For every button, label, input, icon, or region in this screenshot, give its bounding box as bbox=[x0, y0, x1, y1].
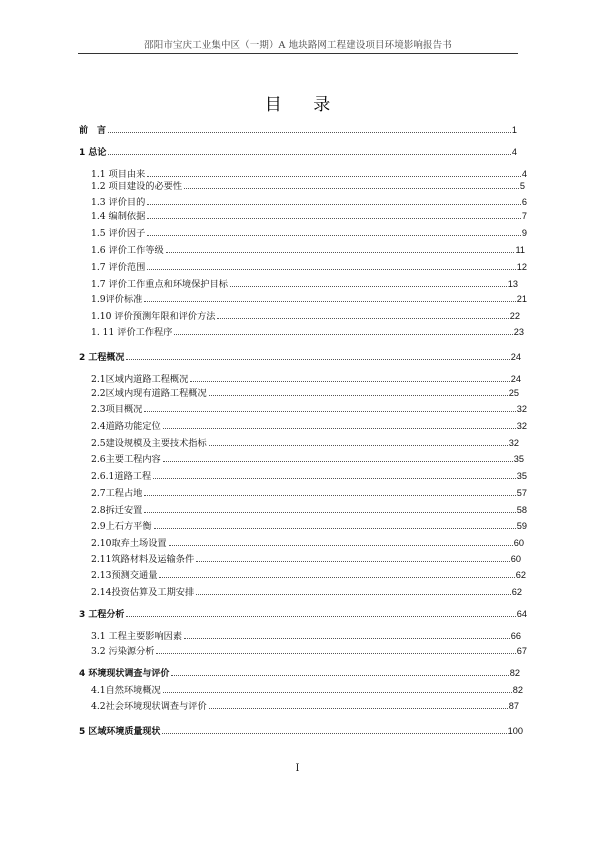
toc-dot-leader bbox=[171, 675, 508, 676]
toc-entry[interactable] bbox=[91, 437, 519, 450]
toc-entry-page: 7 bbox=[521, 211, 527, 221]
toc-entry[interactable] bbox=[91, 326, 524, 339]
toc-dot-leader bbox=[126, 359, 509, 360]
toc-dot-leader bbox=[144, 301, 515, 302]
toc-entry-page: 32 bbox=[516, 421, 527, 431]
toc-entry-title: 5 区域环境质量现状 bbox=[79, 727, 161, 737]
toc-entry[interactable] bbox=[91, 504, 527, 517]
toc-dot-leader bbox=[154, 528, 516, 529]
page-title: 目 录 bbox=[264, 95, 344, 115]
toc-entry[interactable] bbox=[91, 470, 527, 483]
toc-entry-page: 5 bbox=[519, 181, 525, 191]
toc-entry-page: 24 bbox=[510, 352, 521, 362]
toc-entry[interactable] bbox=[79, 608, 527, 621]
toc-dot-leader bbox=[209, 445, 508, 446]
toc-entry[interactable] bbox=[79, 725, 523, 738]
toc-entry[interactable] bbox=[79, 351, 521, 364]
toc-entry-page: 67 bbox=[516, 646, 527, 656]
toc-dot-leader bbox=[209, 708, 508, 709]
toc-entry-title: 2.1区域内道路工程概况 bbox=[91, 374, 189, 385]
toc-entry-page: 87 bbox=[508, 701, 519, 711]
toc-entry-title: 1.2 项目建设的必要性 bbox=[91, 181, 183, 192]
toc-entry-page: 35 bbox=[513, 454, 524, 464]
toc-dot-leader bbox=[162, 733, 506, 734]
toc-entry-title: 前 言 bbox=[79, 126, 107, 136]
toc-entry-title: 4.2社会环境现状调查与评价 bbox=[91, 701, 207, 712]
toc-entry[interactable] bbox=[79, 667, 520, 680]
toc-entry-title: 2.14投资估算及工期安排 bbox=[91, 587, 195, 598]
toc-entry-title: 2.4道路功能定位 bbox=[91, 421, 161, 432]
toc-dot-leader bbox=[184, 638, 510, 639]
toc-entry-title: 2.5建设规模及主要技术指标 bbox=[91, 438, 207, 449]
toc-dot-leader bbox=[163, 692, 512, 693]
toc-entry-title: 2.6.1道路工程 bbox=[91, 471, 152, 482]
toc-entry-page: 57 bbox=[516, 488, 527, 498]
toc-dot-leader bbox=[144, 512, 515, 513]
toc-entry-title: 2.7工程占地 bbox=[91, 488, 143, 499]
toc-entry[interactable] bbox=[91, 261, 527, 274]
toc-dot-leader bbox=[147, 176, 521, 177]
toc-dot-leader bbox=[174, 334, 512, 335]
toc-entry-title: 2.3项目概况 bbox=[91, 404, 143, 415]
toc-entry-page: 25 bbox=[508, 388, 519, 398]
toc-entry-title: 4.1自然环境概况 bbox=[91, 685, 161, 696]
toc-entry-page: 22 bbox=[509, 311, 520, 321]
toc-entry-title: 3 工程分析 bbox=[79, 610, 125, 620]
toc-entry-title: 1.7 评价工作重点和环境保护目标 bbox=[91, 279, 228, 290]
toc-entry-title: 1.10 评价预测年限和评价方法 bbox=[91, 311, 216, 322]
toc-entry-page: 1 bbox=[511, 125, 517, 135]
toc-entry-page: 23 bbox=[513, 327, 524, 337]
toc-dot-leader bbox=[163, 461, 513, 462]
toc-entry-page: 9 bbox=[521, 228, 527, 238]
toc-dot-leader bbox=[147, 269, 515, 270]
toc-dot-leader bbox=[144, 495, 515, 496]
toc-entry-page: 64 bbox=[516, 609, 527, 619]
toc-entry-title: 4 环境现状调查与评价 bbox=[79, 669, 170, 679]
toc-dot-leader bbox=[156, 653, 515, 654]
toc-entry-page: 100 bbox=[507, 726, 523, 736]
toc-entry[interactable] bbox=[91, 373, 521, 386]
toc-entry-page: 6 bbox=[521, 197, 527, 207]
toc-entry-page: 11 bbox=[515, 245, 525, 255]
toc-entry-title: 2.11筑路材料及运输条件 bbox=[91, 554, 195, 565]
toc-entry-title: 1 总论 bbox=[79, 148, 107, 158]
toc-entry-page: 32 bbox=[508, 438, 519, 448]
toc-entry[interactable] bbox=[91, 180, 525, 193]
toc-entry[interactable] bbox=[91, 293, 527, 306]
toc-entry-title: 3.2 污染源分析 bbox=[91, 646, 155, 657]
toc-entry[interactable] bbox=[91, 487, 527, 500]
toc-dot-leader bbox=[108, 154, 510, 155]
toc-entry-title: 1.7 评价范围 bbox=[91, 262, 146, 273]
toc-entry[interactable] bbox=[91, 227, 527, 240]
toc-entry-page: 66 bbox=[510, 631, 521, 641]
toc-entry-title: 2.9上石方平衡 bbox=[91, 521, 152, 532]
toc-entry[interactable] bbox=[79, 146, 517, 159]
toc-entry-page: 60 bbox=[510, 554, 521, 564]
toc-entry[interactable] bbox=[91, 684, 523, 697]
toc-entry[interactable] bbox=[91, 420, 527, 433]
toc-dot-leader bbox=[169, 545, 513, 546]
toc-entry[interactable] bbox=[91, 453, 524, 466]
toc-entry[interactable] bbox=[91, 387, 519, 400]
toc-entry[interactable] bbox=[91, 278, 518, 291]
toc-entry-title: 1. 11 评价工作程序 bbox=[91, 327, 173, 338]
toc-entry-title: 1.6 评价工作等级 bbox=[91, 245, 164, 256]
toc-entry-page: 4 bbox=[511, 147, 517, 157]
toc-dot-leader bbox=[153, 478, 516, 479]
toc-entry-page: 24 bbox=[510, 374, 521, 384]
toc-dot-leader bbox=[184, 188, 519, 189]
toc-entry[interactable] bbox=[91, 210, 527, 223]
toc-entry[interactable] bbox=[91, 196, 527, 209]
toc-entry-title: 2.10取弃土场设置 bbox=[91, 538, 167, 549]
toc-dot-leader bbox=[108, 132, 511, 133]
toc-entry-page: 12 bbox=[516, 262, 527, 272]
page-number: I bbox=[295, 763, 300, 774]
toc-entry[interactable] bbox=[91, 553, 521, 566]
toc-entry[interactable] bbox=[79, 124, 517, 137]
toc-dot-leader bbox=[166, 252, 515, 253]
toc-entry-page: 60 bbox=[513, 538, 524, 548]
toc-entry[interactable] bbox=[91, 403, 527, 416]
toc-entry[interactable] bbox=[91, 700, 519, 713]
toc-dot-leader bbox=[209, 395, 508, 396]
toc-entry-page: 4 bbox=[521, 169, 527, 179]
toc-entry-page: 82 bbox=[509, 668, 520, 678]
toc-entry-page: 13 bbox=[507, 279, 518, 289]
toc-entry-page: 59 bbox=[516, 521, 527, 531]
toc-entry-title: 1.4 编制依据 bbox=[91, 211, 146, 222]
toc-entry-title: 1.3 评价目的 bbox=[91, 197, 146, 208]
toc-entry-title: 2.2区域内现有道路工程概况 bbox=[91, 388, 207, 399]
toc-dot-leader bbox=[190, 381, 509, 382]
toc-dot-leader bbox=[126, 616, 515, 617]
toc-entry-page: 58 bbox=[516, 505, 527, 515]
toc-entry-title: 1.5 评价因子 bbox=[91, 228, 146, 239]
toc-entry-page: 32 bbox=[516, 404, 527, 414]
toc-entry-title: 1.1 项目由来 bbox=[91, 169, 146, 180]
toc-entry[interactable] bbox=[91, 537, 524, 550]
toc-dot-leader bbox=[230, 286, 507, 287]
toc-entry[interactable] bbox=[91, 630, 521, 643]
toc-dot-leader bbox=[163, 428, 516, 429]
toc-entry-page: 21 bbox=[516, 294, 527, 304]
toc-entry-title: 2.13预测交通量 bbox=[91, 570, 158, 581]
toc-dot-leader bbox=[147, 218, 521, 219]
toc-entry-page: 62 bbox=[515, 570, 526, 580]
toc-entry-page: 82 bbox=[512, 685, 523, 695]
toc-dot-leader bbox=[144, 411, 515, 412]
toc-dot-leader bbox=[217, 318, 508, 319]
toc-entry-title: 2.6主要工程内容 bbox=[91, 454, 161, 465]
toc-entry[interactable] bbox=[91, 244, 525, 257]
toc-entry[interactable] bbox=[91, 520, 527, 533]
toc-entry-page: 62 bbox=[511, 587, 522, 597]
toc-entry[interactable] bbox=[91, 586, 522, 599]
running-header: 邵阳市宝庆工业集中区（一期）A 地块路网工程建设项目环境影响报告书 bbox=[144, 40, 452, 51]
toc-entry-title: 3.1 工程主要影响因素 bbox=[91, 631, 183, 642]
toc-entry-page: 35 bbox=[516, 471, 527, 481]
toc-entry[interactable] bbox=[91, 310, 520, 323]
toc-entry-title: 2 工程概况 bbox=[79, 353, 125, 363]
toc-dot-leader bbox=[147, 204, 521, 205]
toc-dot-leader bbox=[147, 235, 521, 236]
toc-entry[interactable] bbox=[91, 645, 527, 658]
toc-entry[interactable] bbox=[91, 569, 526, 582]
toc-dot-leader bbox=[196, 594, 511, 595]
toc-dot-leader bbox=[196, 561, 510, 562]
toc-dot-leader bbox=[159, 577, 514, 578]
toc-entry-title: 1.9评价标准 bbox=[91, 294, 143, 305]
toc-entry-title: 2.8拆迁安置 bbox=[91, 505, 143, 516]
